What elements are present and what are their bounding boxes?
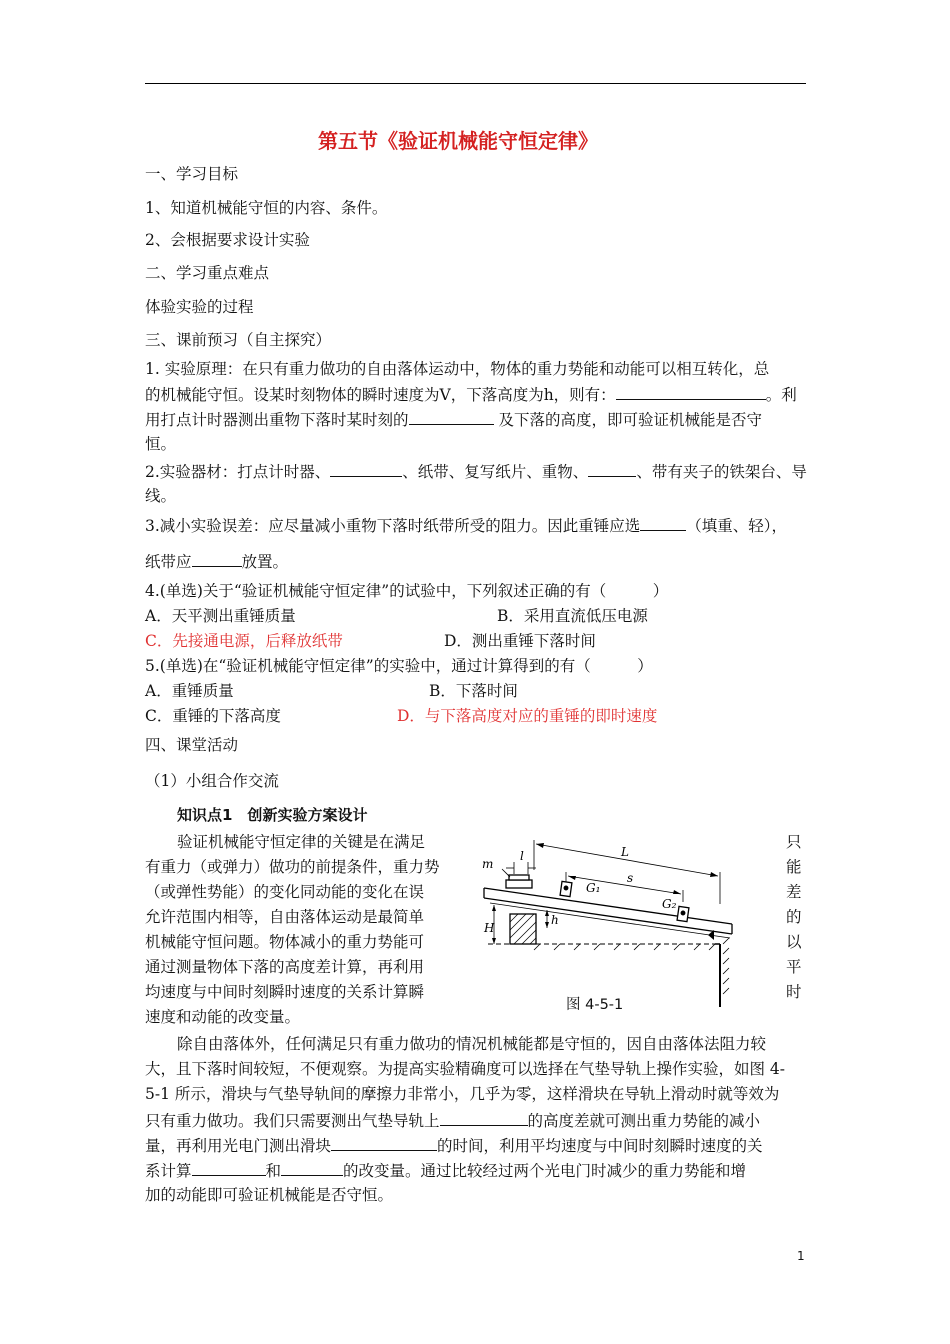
q4-stem: 4.(单选)关于“验证机械能守恒定律”的试验中，下列叙述正确的有（ ）	[145, 582, 669, 600]
page-title: 第五节《验证机械能守恒定律》	[318, 129, 598, 153]
answer-blank[interactable]	[192, 551, 242, 567]
label-l: l	[520, 849, 524, 863]
q2-text-b: 、纸带、复写纸片、重物、	[402, 463, 589, 481]
q2-line-2: 线。	[145, 487, 177, 505]
answer-blank[interactable]	[331, 1135, 437, 1151]
q1-line-4: 恒。	[145, 435, 177, 453]
label-s: s	[627, 871, 634, 885]
para1-line-5: 机械能守恒问题。物体减小的重力势能可	[145, 933, 425, 951]
para2-line-5-end: 的时间，利用平均速度与中间时刻瞬时速度的关	[437, 1137, 763, 1155]
label-L: L	[621, 845, 629, 859]
side-char-6: 平	[786, 958, 802, 976]
section-heading-focus: 二、学习重点难点	[145, 264, 270, 282]
section-heading-preview: 三、课前预习（自主探究）	[145, 331, 332, 349]
section-heading-goals: 一、学习目标	[145, 165, 239, 183]
q3-line-2	[145, 551, 288, 572]
para2-line-2: 大，且下落时间较短，不便观察。为提高实验精确度可以选择在气垫导轨上操作实验，如图 4-	[145, 1060, 786, 1078]
q1-line-3-text: 用打点计时器测出重物下落时某时刻的	[145, 411, 409, 429]
answer-blank[interactable]	[440, 1110, 528, 1126]
q1-line-2	[145, 384, 797, 405]
para2-line-6	[145, 1160, 746, 1181]
q3-line-1	[145, 515, 787, 536]
para2-line-7: 加的动能即可验证机械能是否守恒。	[145, 1186, 394, 1204]
q4-option-d: D．测出重锤下落时间	[444, 632, 596, 650]
para2-line-3: 5-1 所示，滑块与气垫导轨间的摩擦力非常小，几乎为零，这样滑块在导轨上滑动时就等效为	[145, 1085, 780, 1103]
para2-line-4-end: 的高度差就可测出重力势能的减小	[527, 1112, 761, 1130]
activity-1: （1）小组合作交流	[145, 772, 279, 790]
goal-1: 1、知道机械能守恒的内容、条件。	[145, 199, 388, 217]
side-char-2: 能	[786, 858, 802, 876]
para2-line-6-end: 的改变量。通过比较经过两个光电门时减少的重力势能和增	[343, 1162, 747, 1180]
q2-text-c: 、带有夹子的铁架台、导	[636, 463, 807, 481]
q1-line-3	[145, 409, 762, 430]
side-char-3: 差	[786, 883, 802, 901]
q4-option-c-answer: C．先接通电源，后释放纸带	[145, 632, 343, 650]
answer-blank[interactable]	[588, 461, 636, 477]
q3-text-c: 纸带应	[145, 553, 192, 571]
para1-line-3: （或弹性势能）的变化同动能的变化在误	[145, 883, 425, 901]
answer-blank[interactable]	[192, 1160, 266, 1176]
air-track-diagram	[470, 832, 770, 1012]
q1-line-2-end: 。利	[765, 386, 797, 404]
answer-blank[interactable]	[281, 1160, 343, 1176]
para2-line-5-text: 量，再利用光电门测出滑块	[145, 1137, 332, 1155]
side-char-7: 时	[786, 983, 802, 1001]
label-H: H	[484, 921, 495, 935]
para1-line-1: 验证机械能守恒定律的关键是在满足	[177, 833, 426, 851]
label-G1: G₁	[586, 881, 601, 895]
answer-blank[interactable]	[330, 461, 402, 477]
side-char-5: 以	[786, 933, 802, 951]
para2-line-6-text: 系计算	[145, 1162, 192, 1180]
para2-line-4	[145, 1110, 760, 1131]
knowledge-point-heading: 知识点1 创新实验方案设计	[177, 806, 368, 824]
q5-option-c: C．重锤的下落高度	[145, 707, 281, 725]
label-G2: G₂	[662, 897, 677, 911]
q5-stem: 5.(单选)在“验证机械能守恒定律”的实验中，通过计算得到的有（ ）	[145, 657, 653, 675]
answer-blank[interactable]	[640, 515, 686, 531]
goal-2: 2、会根据要求设计实验	[145, 231, 310, 249]
para2-line-1: 除自由落体外，任何满足只有重力做功的情况机械能都是守恒的，因自由落体法阻力较	[177, 1035, 767, 1053]
q5-option-d-answer: D．与下落高度对应的重锤的即时速度	[397, 707, 658, 725]
para2-line-5	[145, 1135, 763, 1156]
answer-blank[interactable]	[409, 409, 494, 425]
q4-option-a: A．天平测出重锤质量	[145, 607, 296, 625]
side-char-1: 只	[786, 833, 802, 851]
q2-line-1	[145, 461, 807, 482]
air-track-figure	[470, 832, 770, 1016]
para1-line-6: 通过测量物体下落的高度差计算，再利用	[145, 958, 425, 976]
q5-option-b: B．下落时间	[429, 682, 518, 700]
para1-line-2: 有重力（或弹力）做功的前提条件，重力势	[145, 858, 440, 876]
side-char-4: 的	[786, 908, 802, 926]
header-rule	[145, 83, 806, 84]
q1-line-3-end: 及下落的高度，即可验证机械能是否守	[493, 411, 762, 429]
section-heading-activity: 四、课堂活动	[145, 736, 239, 754]
focus-text: 体验实验的过程	[145, 298, 254, 316]
page-number: 1	[797, 1249, 805, 1263]
para1-line-4: 允许范围内相等，自由落体运动是最简单	[145, 908, 425, 926]
q3-text-b: （填重、轻），	[686, 517, 788, 535]
label-m: m	[482, 857, 494, 871]
q1-line-1: 1. 实验原理：在只有重力做功的自由落体运动中，物体的重力势能和动能可以相互转化，总	[145, 360, 770, 378]
figure-caption: 图 4-5-1	[566, 997, 624, 1013]
q2-text-a: 2.实验器材：打点计时器、	[145, 463, 331, 481]
q1-line-2-text: 的机械能守恒。设某时刻物体的瞬时速度为V，下落高度为h，则有：	[145, 386, 616, 404]
q4-option-b: B．采用直流低压电源	[497, 607, 648, 625]
label-h: h	[551, 913, 559, 927]
q3-text-a: 3.减小实验误差：应尽量减小重物下落时纸带所受的阻力。因此重锤应选	[145, 517, 641, 535]
q5-option-a: A．重锤质量	[145, 682, 234, 700]
para2-line-6-and: 和	[265, 1162, 282, 1180]
para1-line-8: 速度和动能的改变量。	[145, 1008, 301, 1026]
q3-text-d: 放置。	[241, 553, 289, 571]
para1-line-7: 均速度与中间时刻瞬时速度的关系计算瞬	[145, 983, 425, 1001]
para2-line-4-text: 只有重力做功。我们只需要测出气垫导轨上	[145, 1112, 440, 1130]
answer-blank[interactable]	[616, 384, 766, 400]
